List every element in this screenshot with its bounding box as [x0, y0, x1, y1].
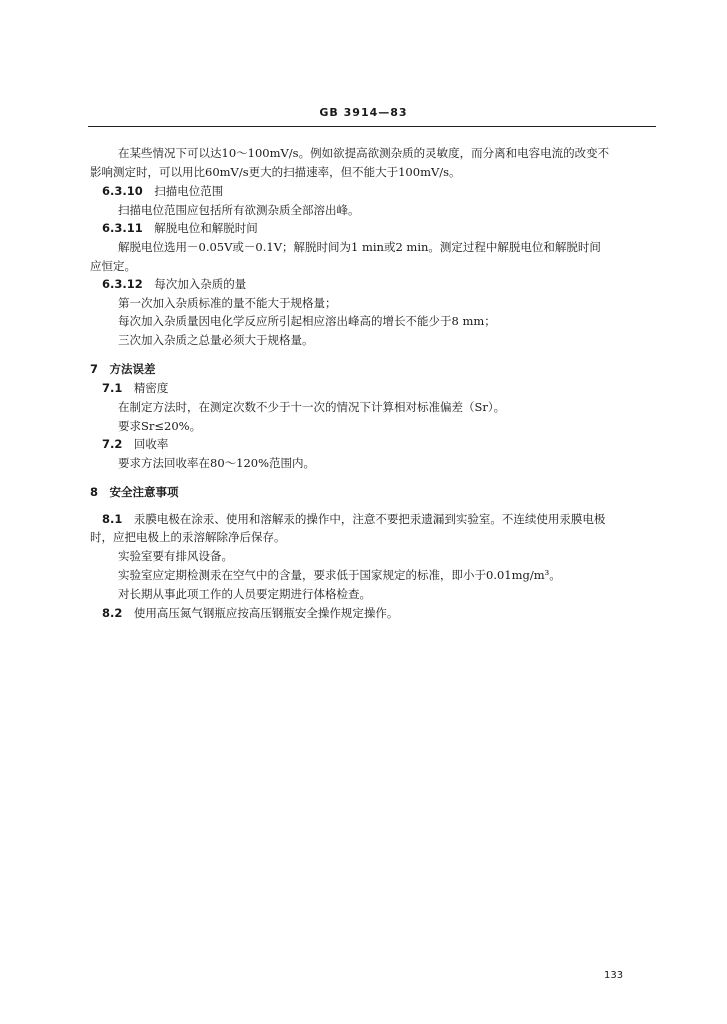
section-heading [90, 362, 156, 376]
line-text: 使用高压氮气钢瓶应按高压钢瓶安全操作规定操作。 [133, 606, 399, 620]
text-line [118, 419, 201, 433]
line-text: 时，应把电极上的汞溶解除净后保存。 [90, 530, 286, 544]
line-text: 三次加入杂质之总量必须大于规格量。 [118, 333, 314, 347]
text-line [90, 530, 286, 544]
section-heading [102, 221, 258, 235]
section-number: 6.3.12 [102, 277, 143, 291]
line-text: 影响测定时，可以用比60mV/s更大的扫描速率，但不能大于100mV/s。 [90, 165, 461, 179]
text-line [118, 456, 315, 470]
line-text: 在某些情况下可以达10～100mV/s。例如欲提高欲测杂质的灵敏度，而分离和电容电流的改变不 [118, 146, 610, 160]
line-text: 每次加入杂质的量 [154, 277, 247, 291]
section-heading [102, 277, 246, 291]
section-number: 8.1 [102, 512, 123, 526]
page-header: GB 3914—83 [319, 106, 408, 119]
section-heading [102, 437, 168, 451]
line-text: 解脱电位和解脱时间 [154, 221, 258, 235]
section-heading [102, 606, 398, 620]
section-heading [90, 485, 179, 499]
section-number: 6.3.11 [102, 221, 143, 235]
line-text: 应恒定。 [90, 259, 136, 273]
section-number: 7 [90, 362, 99, 376]
text-line [90, 259, 136, 273]
line-text: 汞膜电极在涂汞、使用和溶解汞的操作中，注意不要把汞遗漏到实验室。不连续使用汞膜电极 [133, 512, 606, 526]
line-text: 要求Sr≤20%。 [118, 419, 202, 433]
line-text: 要求方法回收率在80～120%范围内。 [118, 456, 316, 470]
text-line [90, 165, 461, 179]
section-heading [102, 381, 168, 395]
line-text: 方法误差 [109, 362, 156, 376]
line-text: 实验室应定期检测汞在空气中的含量，要求低于国家规定的标准，即小于0.01mg/m³。 [118, 568, 561, 582]
line-text: 解脱电位选用－0.05V或－0.1V；解脱时间为1 min或2 min。测定过程中解脱电位和解脱时间 [118, 240, 601, 254]
line-text: 精密度 [133, 381, 169, 395]
line-text: 安全注意事项 [109, 485, 179, 499]
text-line [118, 146, 609, 160]
section-number: 8.2 [102, 606, 123, 620]
header-rule [88, 126, 656, 127]
text-line [118, 314, 496, 328]
text-line [118, 240, 601, 254]
section-number: 6.3.10 [102, 184, 143, 198]
section-number: 7.1 [102, 381, 123, 395]
line-text: 扫描电位范围应包括所有欲测杂质全部溶出峰。 [118, 203, 360, 217]
line-text: 每次加入杂质量因电化学反应所引起相应溶出峰高的增长不能少于8 mm； [118, 314, 496, 328]
text-line [118, 203, 360, 217]
text-line [118, 568, 561, 582]
page-number: 133 [604, 970, 624, 981]
text-line [118, 587, 371, 601]
line-text: 第一次加入杂质标准的量不能大于规格量； [118, 296, 337, 310]
section-heading [102, 184, 223, 198]
line-text: 对长期从事此项工作的人员要定期进行体格检查。 [118, 587, 371, 601]
text-line [118, 333, 314, 347]
section-number: 8 [90, 485, 99, 499]
text-line [118, 549, 233, 563]
section-heading [102, 512, 605, 526]
section-number: 7.2 [102, 437, 123, 451]
line-text: 扫描电位范围 [154, 184, 224, 198]
text-line [118, 400, 505, 414]
line-text: 回收率 [133, 437, 169, 451]
text-line [118, 296, 337, 310]
line-text: 在制定方法时，在测定次数不少于十一次的情况下计算相对标准偏差（Sr）。 [118, 400, 506, 414]
line-text: 实验室要有排风设备。 [118, 549, 233, 563]
